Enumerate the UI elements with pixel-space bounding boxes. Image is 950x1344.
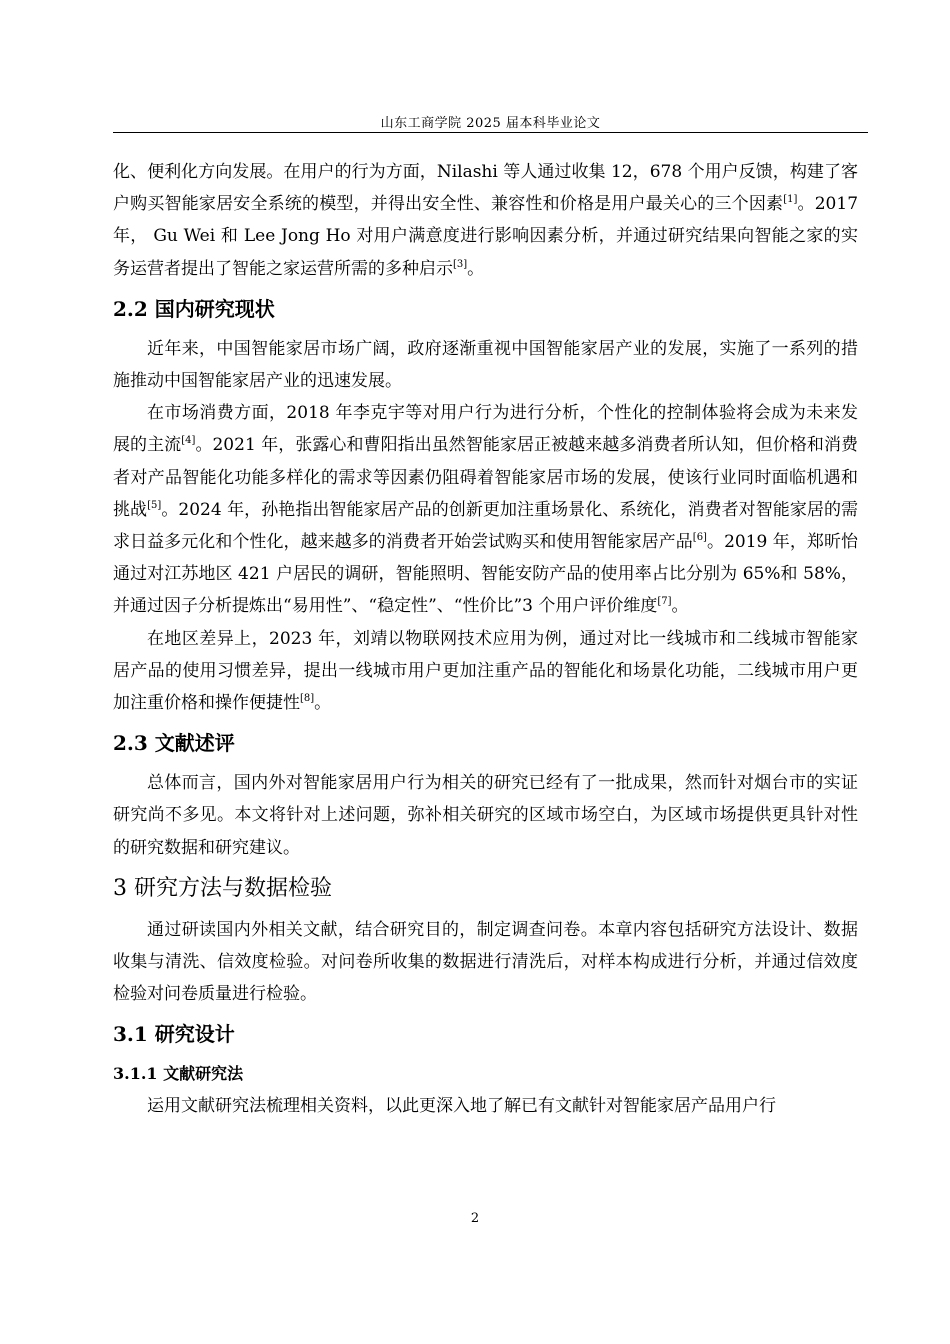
section-heading-2-3: 2.3 文献述评 [113, 731, 235, 756]
citation-ref[interactable]: [5] [147, 499, 162, 511]
paragraph-literature-method: 运用文献研究法梳理相关资料，以此更深入地了解已有文献针对智能家居产品用户行 [147, 1096, 776, 1117]
paragraph-chapter-3-intro: 通过研读国内外相关文献，结合研究目的，制定调查问卷。本章内容包括研究方法设计、数据收集与清洗、信效度检验。对问卷所收集的数据进行清洗后，对样本构成进行分析，并通过信效度检验对问卷质量进行检验。 [113, 919, 858, 1005]
chapter-heading-3: 3 研究方法与数据检验 [113, 875, 332, 901]
text-run: 。2024 年，孙艳指出智能家居产品的创新更加注重场景化、系统化，消费者对智能家居的需求日益多元化和个性化，越来越多的消费者开始尝试购买和使用智能家居产品 [113, 499, 858, 553]
section-heading-3-1: 3.1 研究设计 [113, 1022, 235, 1047]
citation-ref[interactable]: [6] [692, 532, 707, 544]
text-run: 。2021 年，张露心和曹阳指出虽然智能家居正被越来越多消费者所认知，但价格和消费者对产品智能化功能多样化的需求等因素仍阻碍着智能家居市场的发展，使该行业同时面临机遇和挑战 [113, 435, 859, 520]
subsection-heading-3-1-1: 3.1.1 文献研究法 [113, 1064, 244, 1084]
header-rule [113, 132, 868, 133]
running-header: 山东工商学院 2025 届本科毕业论文 [380, 116, 601, 131]
text-run: 。2019 年，郑昕怡通过对江苏地区 421 户居民的调研，智能照明、智能安防产品的使用率占比分别为 65%和 58%，并通过因子分析提炼出“易用性”、“稳定性”、“性价比”3 个用户评价维度 [113, 532, 859, 617]
citation-ref[interactable]: [8] [300, 693, 315, 705]
paragraph-literature-review: 总体而言，国内外对智能家居用户行为相关的研究已经有了一批成果，然而针对烟台市的实证研究尚不多见。本文将针对上述问题，弥补相关研究的区域市场空白，为区域市场提供更具针对性的研究数据和研究建议。 [113, 773, 858, 858]
citation-ref[interactable]: [1] [783, 194, 798, 206]
text-run: 。2017 年， Gu Wei 和 Lee Jong Ho 对用户满意度进行影响因素分析，并通过研究结果向智能之家的实务运营者提出了智能之家运营所需的多种启示 [113, 194, 859, 279]
paragraph-intro-continued [113, 156, 858, 285]
paragraph-domestic-overview: 近年来，中国智能家居市场广阔，政府逐渐重视中国智能家居产业的发展，实施了一系列的措施推动中国智能家居产业的迅速发展。 [113, 338, 858, 392]
text-run: 。 [671, 596, 689, 617]
paragraph-market-consumption [113, 397, 858, 622]
body-text [113, 156, 858, 1123]
citation-ref[interactable]: [7] [657, 596, 672, 608]
paragraph-regional-difference [113, 623, 858, 720]
citation-ref[interactable]: [3] [453, 258, 468, 270]
text-run: 化、便利化方向发展。在用户的行为方面，Nilashi 等人通过收集 12，678 个用户反馈，构建了客户购买智能家居安全系统的模型，并得出安全性、兼容性和价格是用户最关心的三个因素 [113, 162, 858, 215]
section-heading-2-2: 2.2 国内研究现状 [113, 296, 275, 321]
text-run: 在市场消费方面，2018 年李克宇等对用户行为进行分析，个性化的控制体验将会成为未来发展的主流 [113, 403, 858, 456]
citation-ref[interactable]: [4] [181, 435, 196, 447]
text-run: 。 [314, 693, 332, 714]
text-run: 在地区差异上，2023 年，刘靖以物联网技术应用为例，通过对比一线城市和二线城市智能家居产品的使用习惯差异，提出一线城市用户更加注重产品的智能化和场景化功能，二线城市用户更加注重价格和操作便捷性 [113, 628, 858, 714]
text-run: 。 [467, 258, 485, 279]
page-number: 2 [470, 1211, 480, 1226]
